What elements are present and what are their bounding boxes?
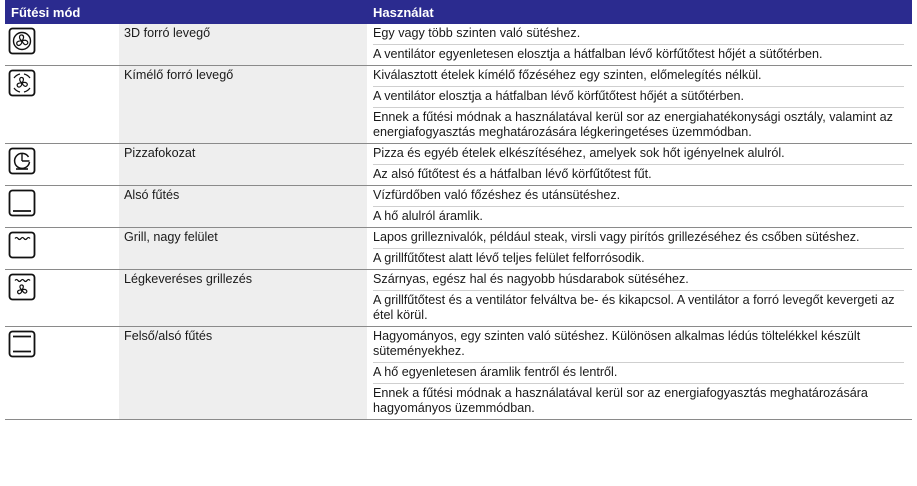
- icon-cell: [5, 327, 119, 419]
- usage-line: Lapos grilleznivalók, például steak, virsli vagy pirítós grillezéséhez és csőben sütéshez.: [373, 228, 904, 249]
- usage-cell: [367, 144, 912, 185]
- icon-cell: [5, 270, 119, 326]
- usage-line: A ventilátor elosztja a hátfalban lévő körfűtőtest hőjét a sütőtérben.: [373, 87, 904, 108]
- usage-cell: [367, 186, 912, 227]
- mode-name: Grill, nagy felület: [119, 228, 367, 269]
- usage-line: Ennek a fűtési módnak a használatával kerül sor az energiafogyasztás meghatározására hagyományos üzemmódban.: [373, 386, 868, 415]
- grill-large-area-icon: [8, 231, 119, 259]
- usage-cell: [367, 228, 912, 269]
- table-row: [5, 144, 912, 186]
- table-body: [5, 24, 912, 420]
- heating-modes-table: [5, 0, 912, 420]
- fan-3d-hot-air-icon: [8, 27, 119, 55]
- table-row: [5, 228, 912, 270]
- top-bottom-heat-icon: [8, 330, 119, 358]
- usage-line: Ennek a fűtési módnak a használatával kerül sor az energiahatékonysági osztály, valamint az energiafogyasztás meghatározására légkeringetéses üzemmódban.: [373, 110, 893, 139]
- icon-cell: [5, 66, 119, 143]
- table-row: [5, 66, 912, 144]
- usage-line: Szárnyas, egész hal és nagyobb húsdarabok sütéséhez.: [373, 270, 904, 291]
- usage-line: A grillfűtőtest alatt lévő teljes felület felforrósodik.: [373, 251, 645, 265]
- usage-line: Az alsó fűtőtest és a hátfalban lévő körfűtőtest fűt.: [373, 167, 652, 181]
- header-mode: Fűtési mód: [11, 4, 81, 20]
- usage-line: A hő egyenletesen áramlik fentről és lentről.: [373, 363, 904, 384]
- icon-cell: [5, 24, 119, 65]
- icon-cell: [5, 228, 119, 269]
- pizza-setting-icon: [8, 147, 119, 175]
- fan-gentle-hot-air-icon: [8, 69, 119, 97]
- icon-cell: [5, 186, 119, 227]
- usage-line: Vízfürdőben való főzéshez és utánsütéshez.: [373, 186, 904, 207]
- mode-name: 3D forró levegő: [119, 24, 367, 65]
- usage-line: Pizza és egyéb ételek elkészítéséhez, amelyek sok hőt igényelnek alulról.: [373, 144, 904, 165]
- icon-cell: [5, 144, 119, 185]
- usage-line: Hagyományos, egy szinten való sütéshez. Különösen alkalmas lédús töltelékkel készült süteményekhez.: [373, 327, 904, 363]
- usage-line: A grillfűtőtest és a ventilátor felváltva be- és kikapcsol. A ventilátor a forró levegőt kevergeti az étel körül.: [373, 293, 895, 322]
- table-header: [5, 0, 912, 24]
- usage-line: A ventilátor egyenletesen elosztja a hátfalban lévő körfűtőtest hőjét a sütőtérben.: [373, 47, 823, 61]
- mode-name: Felső/alsó fűtés: [119, 327, 367, 419]
- mode-name: Pizzafokozat: [119, 144, 367, 185]
- usage-line: Kiválasztott ételek kímélő főzéséhez egy szinten, előmelegítés nélkül.: [373, 66, 904, 87]
- usage-line: Egy vagy több szinten való sütéshez.: [373, 24, 904, 45]
- table-row: [5, 327, 912, 420]
- circulated-air-grill-icon: [8, 273, 119, 301]
- table-row: [5, 186, 912, 228]
- mode-name: Alsó fűtés: [119, 186, 367, 227]
- usage-cell: [367, 66, 912, 143]
- table-row: [5, 270, 912, 327]
- table-row: [5, 24, 912, 66]
- usage-line: A hő alulról áramlik.: [373, 209, 483, 223]
- usage-cell: [367, 327, 912, 419]
- mode-name: Légkeveréses grillezés: [119, 270, 367, 326]
- usage-cell: [367, 24, 912, 65]
- usage-cell: [367, 270, 912, 326]
- header-usage: Használat: [373, 4, 434, 20]
- mode-name: Kímélő forró levegő: [119, 66, 367, 143]
- bottom-heat-icon: [8, 189, 119, 217]
